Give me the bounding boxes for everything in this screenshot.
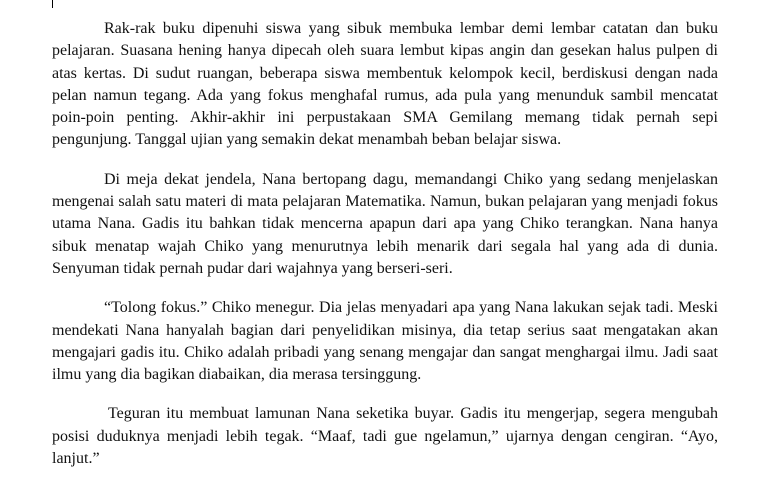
paragraph-4[interactable]: Teguran itu membuat lamunan Nana seketika buyar. Gadis itu mengerjap, segera mengubah posisi duduknya menjadi lebih tegak. “Maaf, tadi gue ngelamun,” ujarnya dengan cengiran. “Ayo, lanjut.” bbox=[52, 405, 718, 468]
paragraph-3[interactable]: “Tolong fokus.” Chiko menegur. Dia jelas menyadari apa yang Nana lakukan sejak tadi. Meski mendekati Nana hanyalah bagian dari penyelidikan misinya, dia tetap serius saat mengatakan akan mengajari gadis itu. Chiko adalah pribadi yang senang mengajar dan sangat menghargai ilmu. Jadi saat ilmu yang dia bagikan diabaikan, dia merasa tersinggung. bbox=[52, 299, 718, 384]
text-cursor bbox=[52, 0, 53, 8]
paragraph-1[interactable]: Rak-rak buku dipenuhi siswa yang sibuk membuka lembar demi lembar catatan dan buku pelajaran. Suasana hening hanya dipecah oleh suara lembut kipas angin dan gesekan halus pulpen di atas kertas. Di sudut ruangan, beberapa siswa membentuk kelompok kecil, berdiskusi dengan nada pelan namun tegang. Ada yang fokus menghafal rumus, ada pula yang menunduk sambil mencatat poin-poin penting. Akhir-akhir ini perpustakaan SMA Gemilang memang tidak pernah sepi pengunjung. Tanggal ujian yang semakin dekat menambah beban belajar siswa. bbox=[52, 20, 718, 149]
paragraph-2[interactable]: Di meja dekat jendela, Nana bertopang dagu, memandangi Chiko yang sedang menjelaskan mengenai salah satu materi di mata pelajaran Matematika. Namun, bukan pelajaran yang menjadi fokus utama Nana. Gadis itu bahkan tidak mencerna apapun dari apa yang Chiko terangkan. Nana hanya sibuk menatap wajah Chiko yang menurutnya lebih menarik dari segala hal yang ada di dunia. Senyuman tidak pernah pudar dari wajahnya yang berseri-seri. bbox=[52, 170, 718, 277]
document-body[interactable] bbox=[52, 18, 718, 487]
